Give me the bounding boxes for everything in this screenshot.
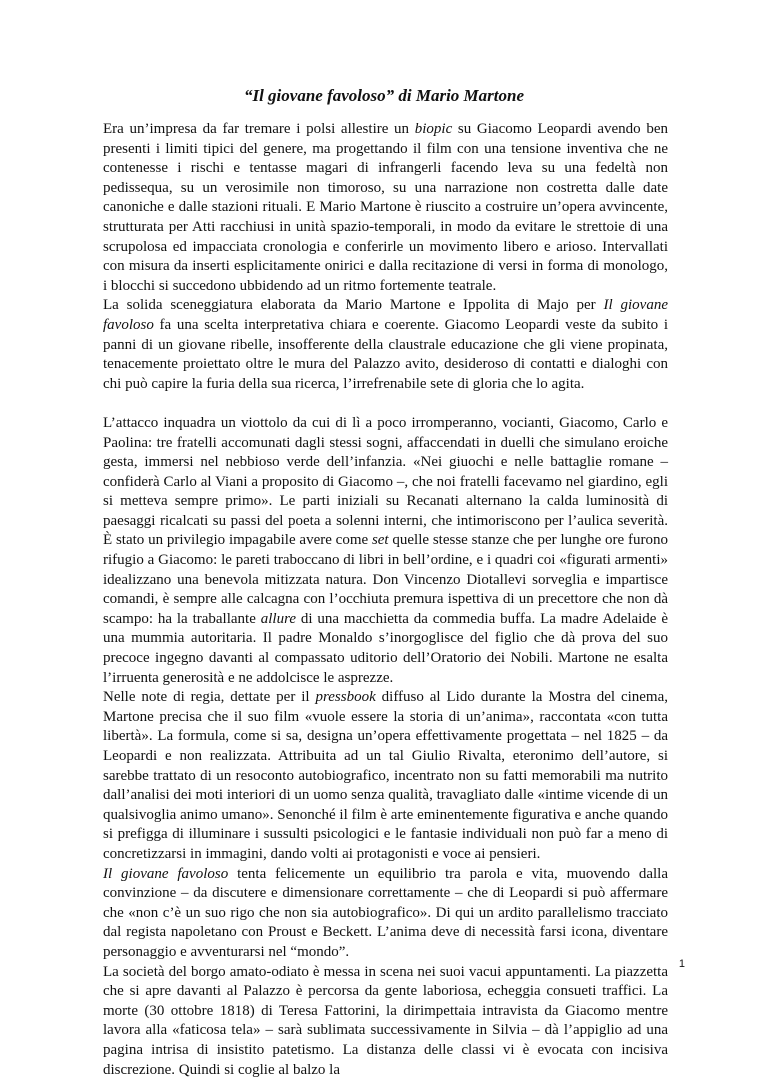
text-run: diffuso al Lido durante la Mostra del cinema, Martone precisa che il suo film «vuole essere la storia di un’anima», raccontata «con tutta libertà». La formula, come si sa, designa un’opera effettivamente progettata – nel 1825 – da Leopardi e non realizzata. Attribuita ad un tal Giulio Rivalta, eteronimo dell’autore, si sarebbe trattato di un resoconto autobiografico, incentrato non su fatti memorabili ma nutrito dall’analisi dei moti interiori di un uomo senza qualità, travagliato dalle «intime vicende di un qualsivoglia animo umano». Senonché il film è arte eminentemente figurativa e anche quando si prefigga di illuminare i sussulti psicologici e le fantasie individuali non può far a meno di concretizzarsi in immagini, dando volti ai protagonisti e voce ai pensieri.: [103, 689, 669, 862]
text-run: L’attacco inquadra un viottolo da cui di lì a poco irromperanno, vocianti, Giacomo, Carlo e Paolina: tre fratelli accomunati dagli stessi sogni, affaccendati in duelli che simulano eroiche gesta, immersi nel nebbioso verde dell’infanzia. «Nei giuochi e nelle battaglie romane – confiderà Carlo al Viani a proposito di Giacomo –, che noi fratelli facevamo nel giardino, egli si metteva sempre primo». Le parti iniziali su Recanati alternano la calda luminosità di paesaggi ricalcati su passi del poeta a solenni interni, che intimoriscono per l’aulica severità. È stato un privilegio impagabile avere come: [103, 414, 668, 549]
text-run: La solida sceneggiatura elaborata da Mario Martone e Ippolita di Majo per: [103, 297, 604, 314]
paragraph: [103, 120, 668, 296]
document-title: “Il giovane favoloso” di Mario Martone: [243, 86, 525, 105]
page-number: 1: [678, 958, 685, 970]
paragraph: [103, 414, 668, 688]
text-run: tenta felicemente un equilibrio tra parola e vita, muovendo dalla convinzione – da discutere e dimensionare correttamente – che di Leopardi si può affermare che «non c’è un suo rigo che non sia autobiografico». Di qui un ardito parallelismo tracciato dal regista napoletano con Proust e Beckett. L’anima deve di necessità farsi icona, diventare personaggio e avventurarsi nel “mondo”.: [103, 865, 668, 960]
text-run: quelle stesse stanze che per lunghe ore furono rifugio a Giacomo: le pareti traboccano di libri in bell’ordine, e i quadri coi «figurati armenti» idealizzano una benevola mitizzata natura. Don Vincenzo Diotallevi sorveglia e impartisce comandi, è sempre alle calcagna con l’occhiuta premura ispettiva di un precettore che non dà scampo: ha la traballante: [103, 532, 668, 627]
text-run: Era un’impresa da far tremare i polsi allestire un: [103, 121, 415, 137]
text-run: su Giacomo Leopardi avendo ben presenti i limiti tipici del genere, ma progettando il film con una tensione inventiva che ne contenesse i rischi e tentasse magari di infrangerli facendo leva su una fedeltà non pedissequa, su un verosimile non timoroso, su una narrazione non costretta dalle date canoniche e dalle stazioni rituali. E Mario Martone è riuscito a costruire un’opera avvincente, strutturata per Atti racchiusi in unità spazio-temporali, in modo da evitare le strettoie di una scrupolosa ed impacciata cronologia e conferirle un movimento libero e arioso. Intervallati con misura da inserti esplicitamente onirici e dalla recitazione di versi in forma di monologo, i blocchi si succedono ubbidendo ad un ritmo fortemente teatrale.: [103, 121, 669, 294]
document-body: [103, 120, 668, 1080]
italic-run: allure: [260, 610, 297, 627]
text-run: La società del borgo amato-odiato è messa in scena nei suoi vacui appuntamenti. La piazzetta che si apre davanti al Palazzo è percorsa da gente laboriosa, echeggia consueti traffici. La morte (30 ottobre 1818) di Teresa Fattorini, la dirimpettaia intravista da Giacomo mentre lavora alla «faticosa tela» – sarà sublimata successivamente in Silvia – dà l’appiglio ad una pagina intrisa di insistito patetismo. La distanza delle classi vi è evocata con incisiva discrezione. Quindi si coglie al balzo la: [103, 963, 668, 1078]
text-run: di una macchietta da commedia buffa. La madre Adelaide è una mummia autoritaria. Il padre Monaldo s’inorgoglisce del figlio che dà prova del suo precoce ingegno davanti al compassato uditorio dell’Oratorio dei Nobili. Martone ne esalta l’irruenta generosità e ne addolcisce le asprezze.: [103, 610, 668, 686]
paragraph: [103, 963, 668, 1080]
paragraph: [103, 296, 668, 394]
text-run: fa una scelta interpretativa chiara e coerente. Giacomo Leopardi veste da subito i panni di un giovane ribelle, insofferente della claustrale educazione che gli viene propinata, tenacemente proiettato oltre le mura del Palazzo avito, desideroso di contatti e dialoghi con chi può capire la furia della sua ricerca, l’irrefrenabile sete di gloria che lo agita.: [103, 316, 668, 392]
italic-run: pressbook: [315, 689, 376, 706]
text-run: Nelle note di regia, dettate per il: [103, 689, 316, 706]
italic-run: set: [371, 532, 389, 549]
italic-run: Il giovane favoloso: [103, 297, 668, 333]
italic-run: Il giovane favoloso: [103, 865, 229, 882]
italic-run: biopic: [414, 121, 453, 137]
paragraph: [103, 865, 668, 963]
paragraph: [103, 688, 668, 864]
